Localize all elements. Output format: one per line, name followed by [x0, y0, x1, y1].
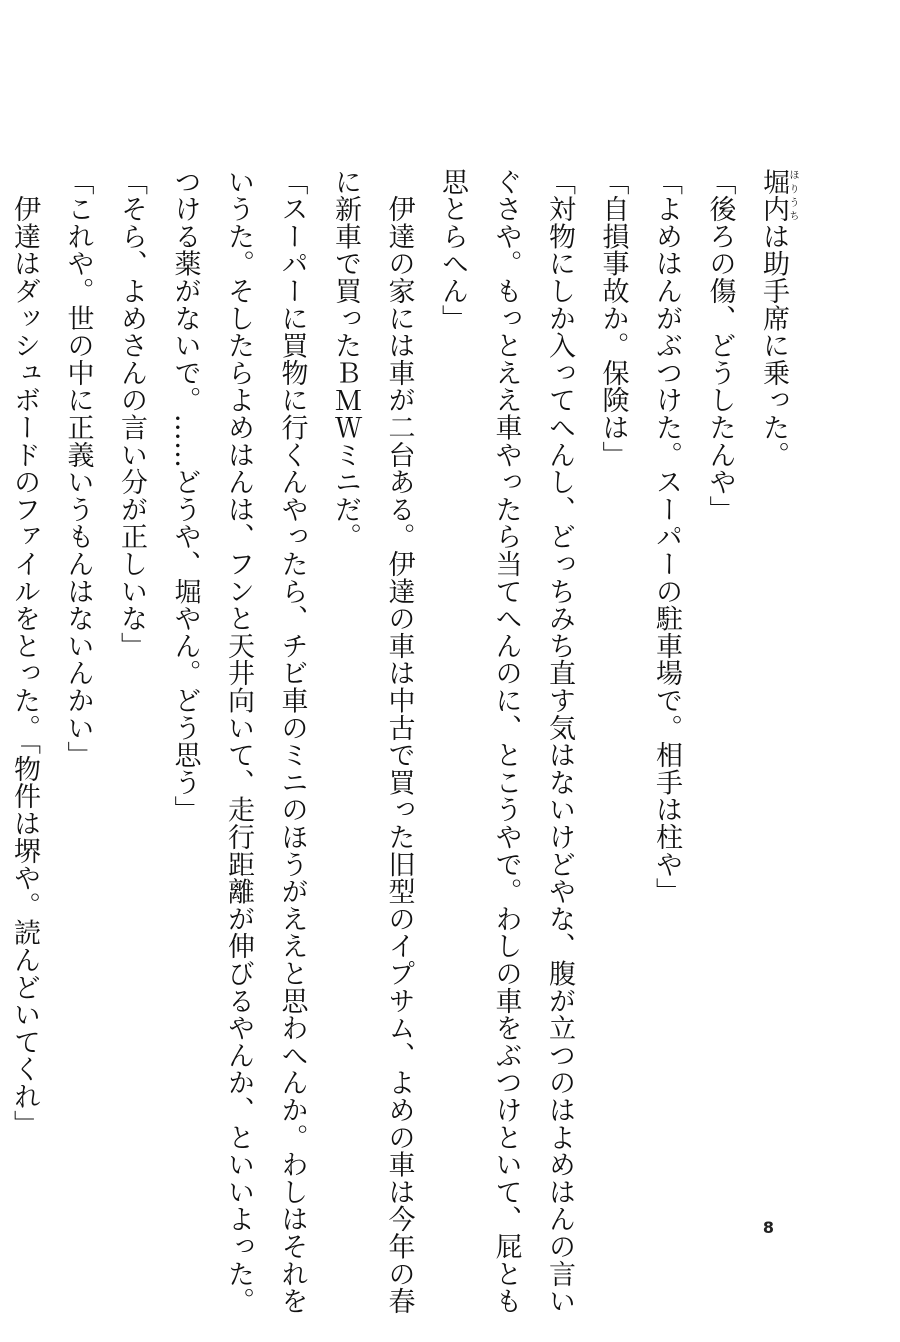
vertical-text-block [9, 168, 800, 1315]
ruby-reading: ほりうち [787, 168, 798, 223]
page-number: 8 [762, 1218, 774, 1237]
text-line: 「よめはんがぶつけた。スーパーの駐車場で。相手は柱や」 [651, 168, 682, 906]
text-line: つける薬がないで。……どうや、堀やん。どう思う」 [169, 168, 201, 824]
text-line: 「対物にしか入ってへんし、どっちみち直す気はないけどやな、腹が立つのはよめはんの言い [544, 168, 575, 1315]
text-line: いうた。そしたらよめはんは、フンと天井向いて、走行距離が伸びるやんか、といいよった。 [223, 168, 254, 1315]
text-line: 「後ろの傷、どうしたんや」 [704, 168, 736, 523]
text-line: 思とらへん」 [437, 168, 468, 332]
text-line-rest: は助手席に乗った。 [758, 222, 789, 469]
text-line: 「そら、よめさんの言い分が正しいな」 [116, 168, 147, 660]
text-line [747, 168, 801, 1160]
text-line: に新車で買ったＢＭＷミニだ。 [330, 168, 361, 551]
text-line: 伊達はダッシュボードのファイルをとった。「物件は堺や。読んどいてくれ」 [9, 168, 40, 1138]
text-line: ぐさや。もっとええ車やったら当てへんのに、とこうやで。わしの車をぶつけといて、屁とも [490, 168, 522, 1315]
text-line: 「自損事故か。保険は」 [597, 168, 629, 469]
text-line: 「スーパーに買物に行くんやったら、チビ車のミニのほうがええと思わへんか。わしはそれを [276, 168, 308, 1315]
text-line: 伊達の家には車が二台ある。伊達の車は中古で買った旧型のイプサム、よめの車は今年の春 [383, 168, 415, 1315]
ruby-name: 堀内ほりうち [758, 168, 798, 223]
text-line: 「これや。世の中に正義いうもんはないんかい」 [62, 168, 94, 769]
